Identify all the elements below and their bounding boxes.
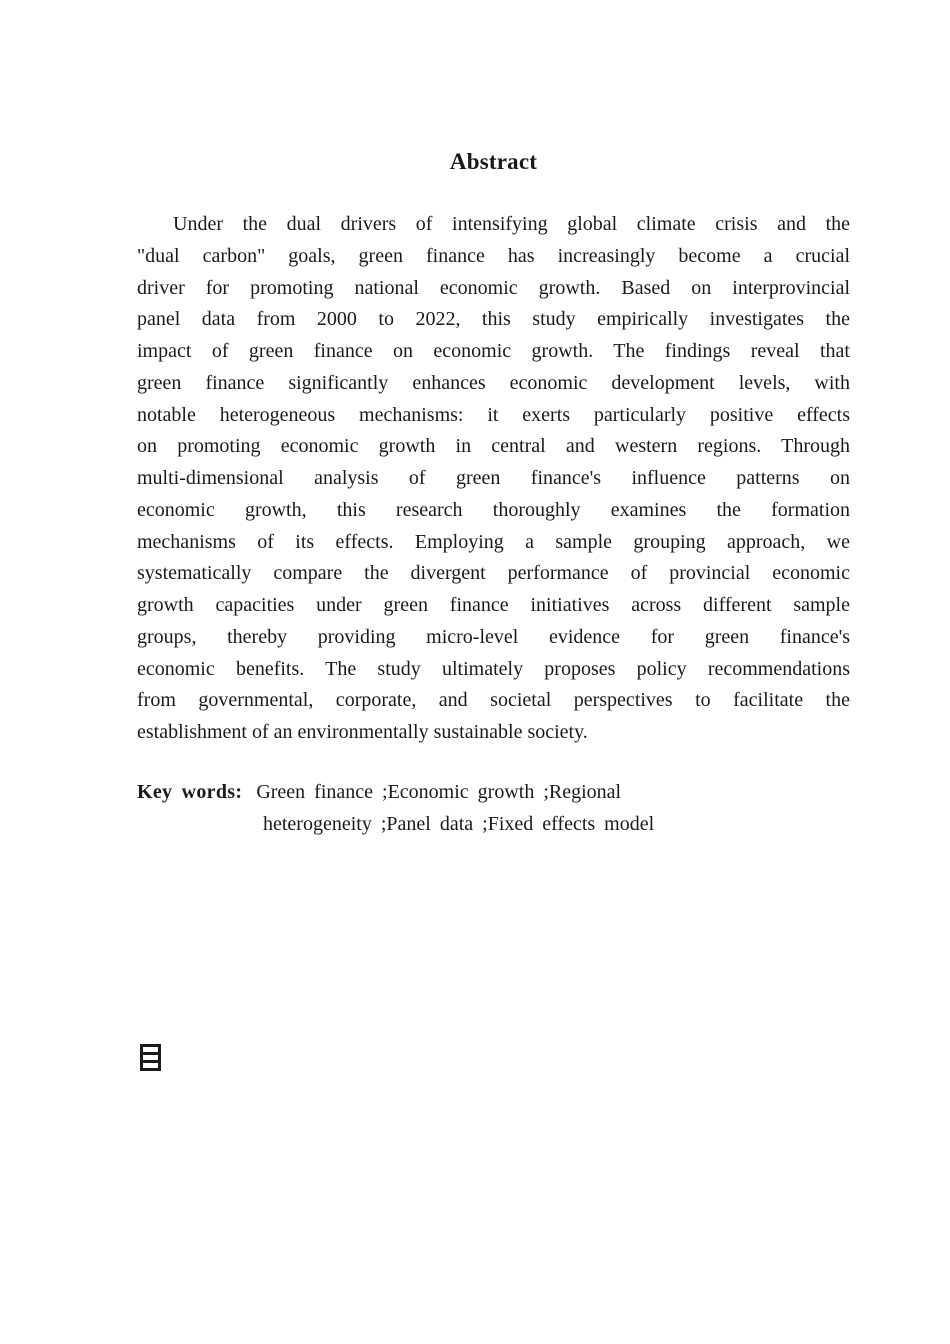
abstract-paragraph — [137, 209, 850, 749]
abstract-line: impact of green finance on economic growth. The findings reveal that — [137, 340, 850, 362]
abstract-line: establishment of an environmentally sustainable society. — [137, 721, 588, 743]
abstract-line: groups, thereby providing micro-level evidence for green finance's — [137, 625, 850, 648]
mu-glyph-stroke — [143, 1060, 158, 1063]
abstract-line: economic benefits. The study ultimately proposes policy recommendations — [137, 657, 850, 680]
keywords-block — [137, 777, 850, 841]
abstract-line: driver for promoting national economic growth. Based on interprovincial — [137, 276, 850, 299]
abstract-line: on promoting economic growth in central and western regions. Through — [137, 435, 850, 458]
abstract-line: mechanisms of its effects. Employing a sample grouping approach, we — [137, 530, 850, 553]
mu-toc-character-glyph — [140, 1044, 161, 1071]
abstract-line: systematically compare the divergent performance of provincial economic — [137, 562, 850, 585]
keywords-label: Key words: — [137, 780, 243, 803]
abstract-line: "dual carbon" goals, green finance has increasingly become a crucial — [137, 244, 850, 267]
abstract-line: green finance significantly enhances economic development levels, with — [137, 371, 850, 394]
abstract-line: economic growth, this research thoroughly examines the formation — [137, 498, 850, 521]
mu-glyph-stroke — [143, 1052, 158, 1055]
abstract-line: multi-dimensional analysis of green finance's influence patterns on — [137, 467, 850, 489]
keywords-text-line-2: heterogeneity ;Panel data ;Fixed effects model — [263, 812, 655, 835]
keywords-text-line-1: Green finance ;Economic growth ;Regional — [256, 780, 622, 803]
abstract-line: notable heterogeneous mechanisms: it exerts particularly positive effects — [137, 403, 850, 426]
keywords-line-1 — [137, 777, 850, 809]
abstract-line: panel data from 2000 to 2022, this study empirically investigates the — [137, 308, 850, 331]
abstract-line: Under the dual drivers of intensifying global climate crisis and the — [173, 213, 850, 235]
abstract-line: from governmental, corporate, and societal perspectives to facilitate the — [137, 689, 850, 712]
abstract-line: growth capacities under green finance initiatives across different sample — [137, 594, 850, 616]
abstract-heading: Abstract — [449, 149, 538, 174]
